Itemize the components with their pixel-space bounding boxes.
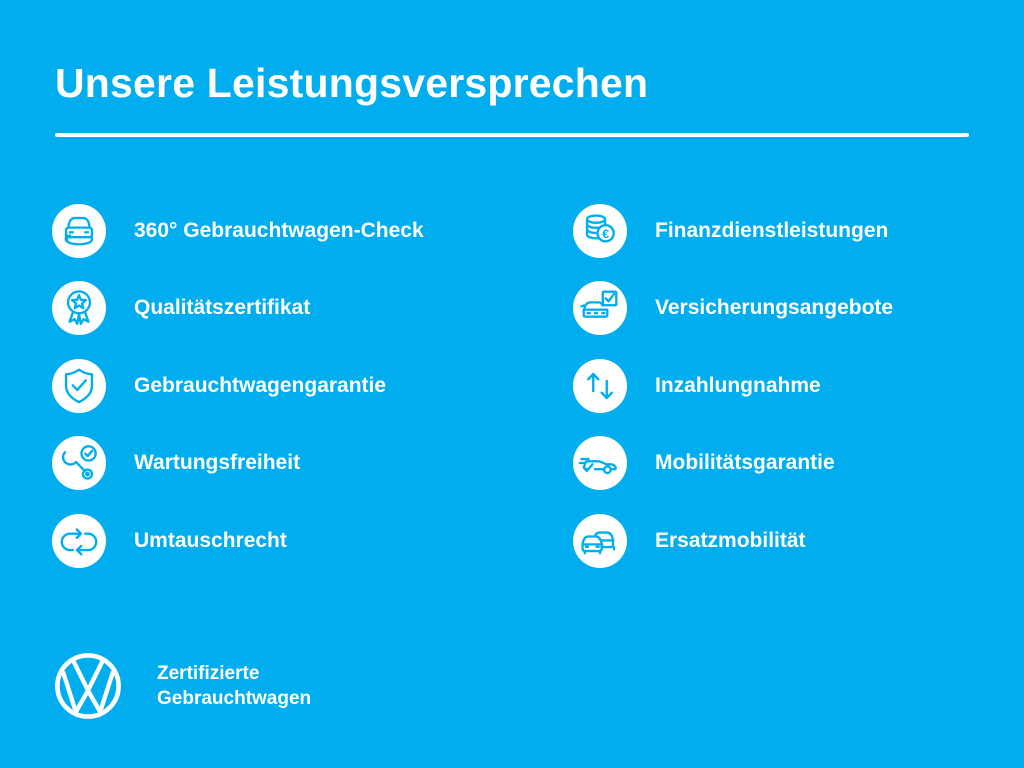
car-speed-check-icon	[573, 436, 627, 490]
euro-glyph: €	[602, 226, 610, 241]
car-checklist-icon	[573, 281, 627, 335]
two-cars-icon	[573, 514, 627, 568]
service-item-maintenance-free	[52, 436, 300, 490]
vw-logo-icon	[52, 650, 124, 722]
brand-footer	[52, 650, 311, 722]
car-360-icon	[52, 204, 106, 258]
service-item-replacement-mobility	[573, 514, 806, 568]
service-label: Finanzdienstleistungen	[655, 219, 889, 242]
exchange-arrows-icon	[52, 514, 106, 568]
service-item-360-check	[52, 204, 424, 258]
service-item-trade-in	[573, 359, 821, 413]
brand-line-1: Zertifizierte	[157, 663, 260, 684]
service-item-quality-certificate	[52, 281, 310, 335]
service-item-insurance-offers	[573, 281, 893, 335]
wrench-check-icon	[52, 436, 106, 490]
service-label: Qualitätszertifikat	[134, 296, 311, 319]
service-item-mobility-warranty	[573, 436, 835, 490]
service-label: Inzahlungnahme	[655, 374, 821, 397]
quality-certificate-icon	[52, 281, 106, 335]
title-divider	[55, 133, 969, 137]
service-label: Umtauschrecht	[134, 529, 287, 552]
service-label: Ersatzmobilität	[655, 529, 806, 552]
service-item-warranty	[52, 359, 386, 413]
coins-euro-icon	[573, 204, 627, 258]
service-label: Mobilitätsgarantie	[655, 451, 835, 474]
brand-name	[157, 661, 311, 711]
service-item-exchange-right	[52, 514, 287, 568]
brand-line-2: Gebrauchtwagen	[157, 688, 312, 709]
service-label: Wartungsfreiheit	[134, 451, 301, 474]
arrows-up-down-icon	[573, 359, 627, 413]
shield-check-icon	[52, 359, 106, 413]
service-item-financial-services	[573, 204, 888, 258]
service-label: 360° Gebrauchtwagen-Check	[134, 219, 424, 242]
page-title: Unsere Leistungsversprechen	[55, 60, 649, 106]
service-label: Gebrauchtwagengarantie	[134, 374, 387, 397]
service-label: Versicherungsangebote	[655, 296, 894, 319]
